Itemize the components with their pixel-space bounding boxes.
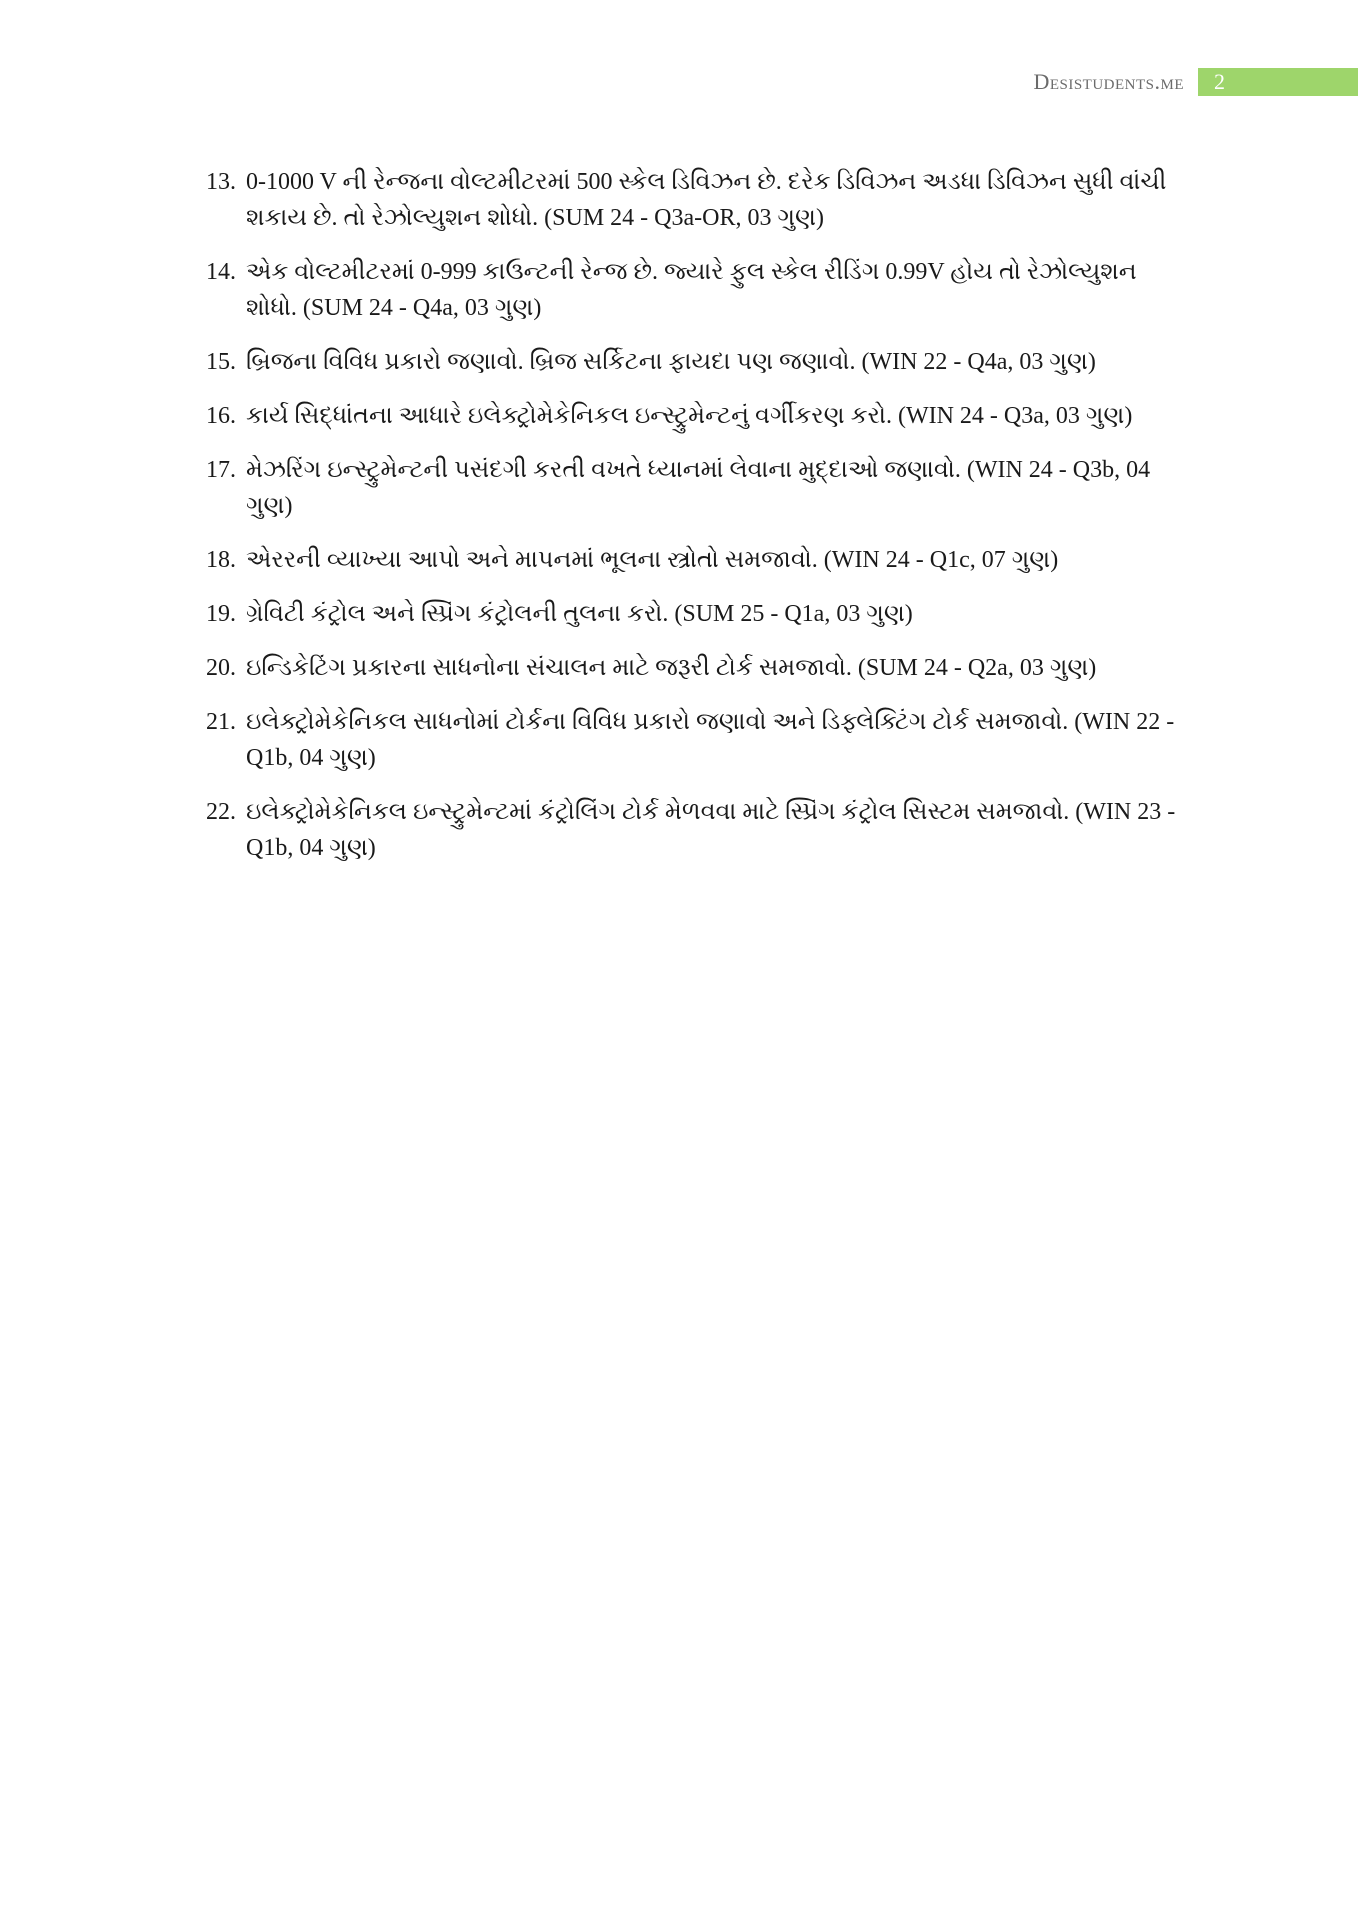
question-text: ઇન્ડિકેટિંગ પ્રકારના સાધનોના સંચાલન માટે જરૂરી ટોર્ક સમજાવો. (SUM 24 - Q2a, 03 ગુણ) xyxy=(246,655,1097,681)
question-text: 0-1000 V ની રેન્જના વોલ્ટમીટરમાં 500 સ્કેલ ડિવિઝન છે. દરેક ડિવિઝન અડધા ડિવિઝન સુધી વાંચી શકાય છે. તો રેઝોલ્યુશન શોધો. (SUM 24 - Q3a-OR, 03 ગુણ) xyxy=(246,169,1167,231)
question-item xyxy=(206,794,1191,866)
question-text: ઇલેક્ટ્રોમેકેનિકલ ઇન્સ્ટ્રુમેન્ટમાં કંટ્રોલિંગ ટોર્ક મેળવવા માટે સ્પ્રિંગ કંટ્રોલ સિસ્ટમ સમજાવો. (WIN 23 - Q1b, 04 ગુણ) xyxy=(246,799,1176,861)
question-list xyxy=(206,164,1191,884)
question-item xyxy=(206,596,1191,632)
question-text: ગ્રેવિટી કંટ્રોલ અને સ્પ્રિંગ કંટ્રોલની તુલના કરો. (SUM 25 - Q1a, 03 ગુણ) xyxy=(246,601,913,627)
question-item xyxy=(206,398,1191,434)
page-number-badge: 2 xyxy=(1198,68,1358,96)
question-number: 19. xyxy=(206,601,236,627)
question-number: 18. xyxy=(206,547,236,573)
question-text: ઇલેક્ટ્રોમેકેનિકલ સાધનોમાં ટોર્કના વિવિધ પ્રકારો જણાવો અને ડિફ્લેક્ટિંગ ટોર્ક સમજાવો. (WIN 22 - Q1b, 04 ગુણ) xyxy=(246,709,1175,771)
question-item xyxy=(206,344,1191,380)
question-number: 20. xyxy=(206,655,236,681)
question-number: 17. xyxy=(206,457,236,483)
question-number: 14. xyxy=(206,259,236,285)
question-text: એક વોલ્ટમીટરમાં 0-999 કાઉન્ટની રેન્જ છે. જ્યારે ફુલ સ્કેલ રીડિંગ 0.99V હોય તો રેઝોલ્યુશન શોધો. (SUM 24 - Q4a, 03 ગુણ) xyxy=(246,259,1137,321)
question-text: બ્રિજના વિવિધ પ્રકારો જણાવો. બ્રિજ સર્કિટના ફાયદા પણ જણાવો. (WIN 22 - Q4a, 03 ગુણ) xyxy=(246,349,1096,375)
page-header xyxy=(1033,68,1358,96)
question-number: 22. xyxy=(206,799,236,825)
site-name: Desistudents.me xyxy=(1033,69,1184,94)
question-item xyxy=(206,254,1191,326)
question-number: 21. xyxy=(206,709,236,735)
question-item xyxy=(206,452,1191,524)
question-text: એરરની વ્યાખ્યા આપો અને માપનમાં ભૂલના સ્ત્રોતો સમજાવો. (WIN 24 - Q1c, 07 ગુણ) xyxy=(246,547,1059,573)
question-number: 13. xyxy=(206,169,236,195)
question-number: 15. xyxy=(206,349,236,375)
question-item xyxy=(206,164,1191,236)
question-item xyxy=(206,542,1191,578)
question-text: મેઝરિંગ ઇન્સ્ટ્રુમેન્ટની પસંદગી કરતી વખતે ધ્યાનમાં લેવાના મુદ્દાઓ જણાવો. (WIN 24 - Q3b, 04 ગુણ) xyxy=(246,457,1151,519)
question-item xyxy=(206,650,1191,686)
question-number: 16. xyxy=(206,403,236,429)
question-item xyxy=(206,704,1191,776)
question-text: કાર્ય સિદ્ધાંતના આધારે ઇલેક્ટ્રોમેકેનિકલ ઇન્સ્ટ્રુમેન્ટનું વર્ગીકરણ કરો. (WIN 24 - Q3a, 03 ગુણ) xyxy=(246,403,1133,429)
